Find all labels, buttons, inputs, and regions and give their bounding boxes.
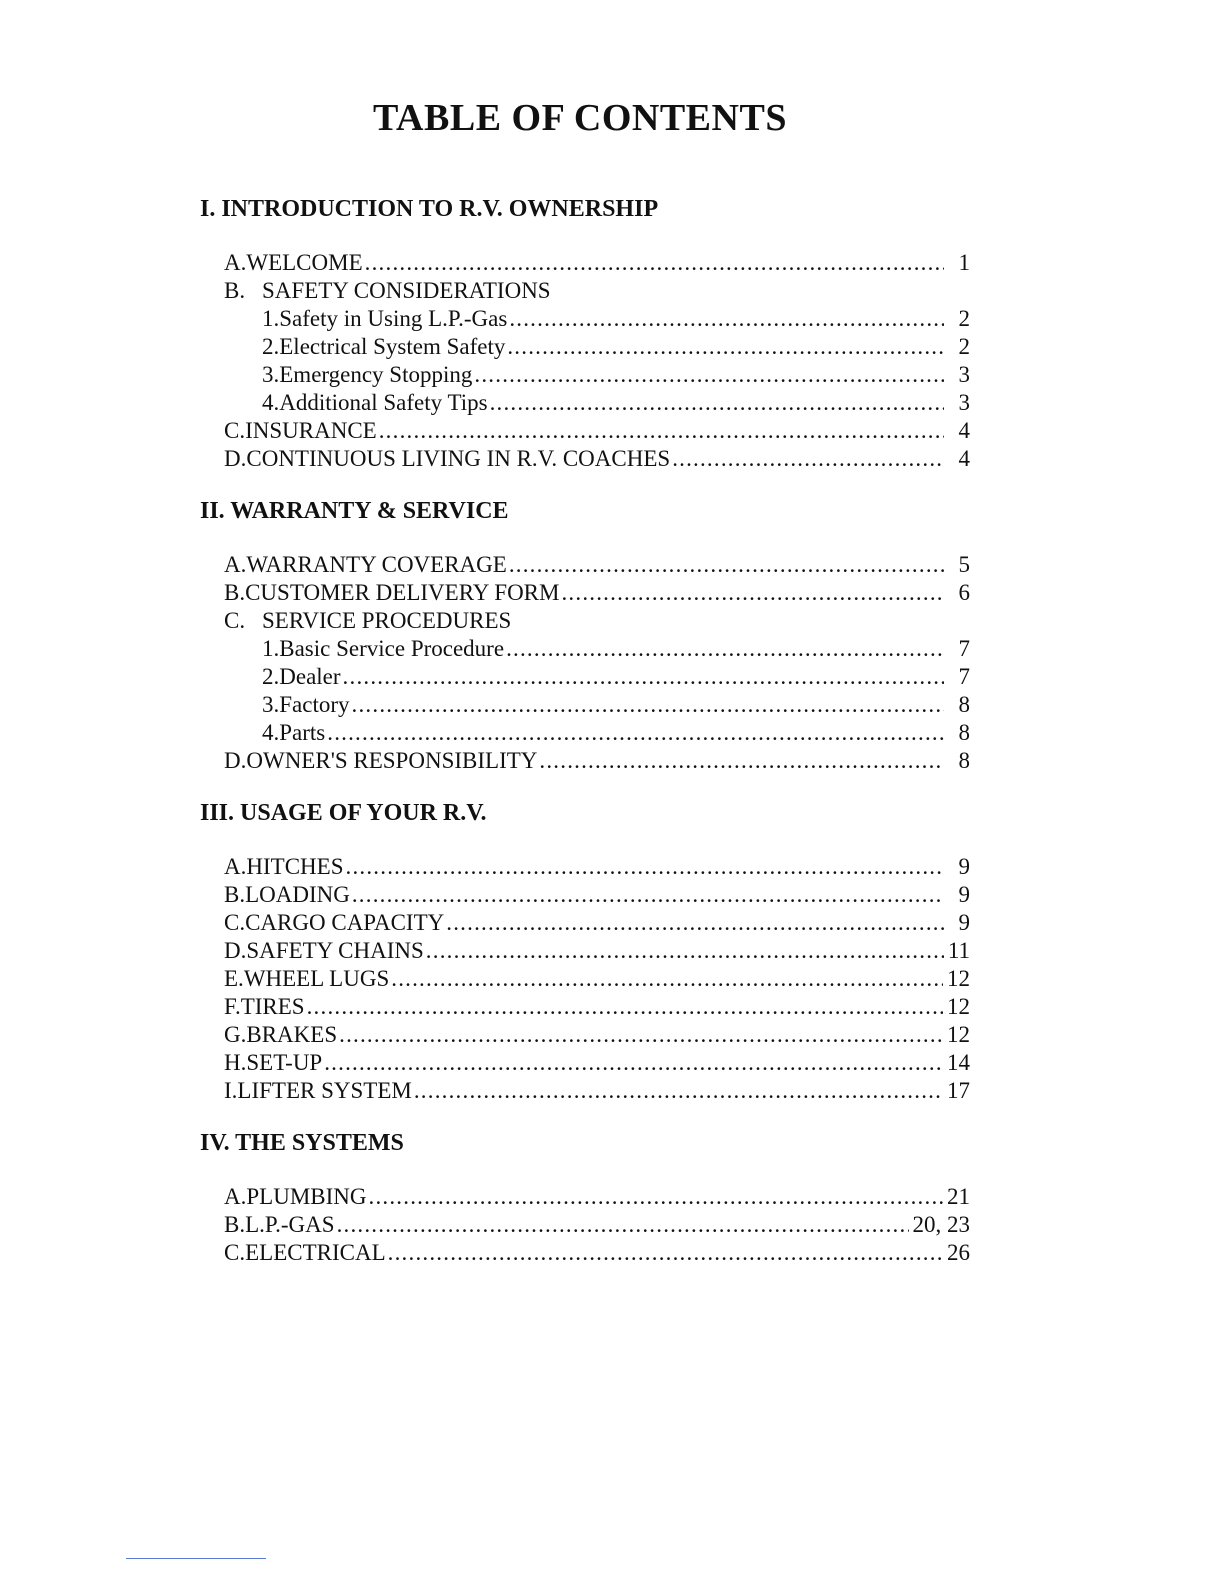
toc-entry-parts[interactable]	[200, 719, 970, 747]
toc-entry-additional-safety-tips[interactable]	[200, 389, 970, 417]
entry-label: ELECTRICAL	[245, 1240, 386, 1265]
dot-leader	[539, 747, 944, 775]
toc-entry-set-up[interactable]	[200, 1049, 970, 1077]
entry-page: 3	[958, 390, 970, 415]
entry-marker: C.	[224, 910, 246, 935]
toc-entry-dealer[interactable]	[200, 663, 970, 691]
entry-label: Factory	[279, 692, 350, 717]
toc-entry-lp-gas-safety[interactable]	[200, 305, 970, 333]
entry-marker: D.	[224, 748, 247, 773]
entry-marker: 1.	[262, 636, 280, 661]
entry-label: SERVICE PROCEDURES	[262, 608, 512, 633]
entry-page: 4	[958, 446, 970, 471]
dot-leader	[509, 551, 944, 579]
entry-marker: C.	[224, 418, 246, 443]
entry-page: 2	[958, 306, 970, 331]
toc-entry-hitches[interactable]	[200, 853, 970, 881]
section-heading: I. INTRODUCTION TO R.V. OWNERSHIP	[200, 196, 659, 222]
entry-page: 1	[958, 250, 970, 275]
toc-entry-cargo-capacity[interactable]	[200, 909, 970, 937]
entry-marker: D.	[224, 446, 247, 471]
entry-marker: 3.	[262, 362, 280, 387]
toc-entry-brakes[interactable]	[200, 1021, 970, 1049]
entry-page: 12	[947, 1022, 970, 1047]
entry-marker: B.	[224, 882, 246, 907]
entry-marker: H.	[224, 1050, 247, 1075]
entry-marker: 1.	[262, 306, 280, 331]
entry-marker: A.	[224, 552, 247, 577]
entry-label: WELCOME	[246, 250, 363, 275]
entry-marker: 2.	[262, 334, 280, 359]
entry-label: CARGO CAPACITY	[245, 910, 445, 935]
entry-label: SAFETY CONSIDERATIONS	[262, 278, 551, 303]
toc-entry-insurance[interactable]	[200, 417, 970, 445]
entry-page: 7	[958, 636, 970, 661]
entry-page: 20, 23	[912, 1212, 970, 1237]
entry-label: Basic Service Procedure	[279, 636, 505, 661]
toc-entry-tires[interactable]	[200, 993, 970, 1021]
entry-marker: E.	[224, 966, 244, 991]
section-usage	[200, 797, 970, 1105]
entry-marker: 4.	[262, 720, 280, 745]
dot-leader	[490, 389, 944, 417]
section-heading: III. USAGE OF YOUR R.V.	[200, 800, 487, 826]
section-heading: II. WARRANTY & SERVICE	[200, 498, 509, 524]
entry-label: OWNER'S RESPONSIBILITY	[246, 748, 538, 773]
toc-entry-safety-chains[interactable]	[200, 937, 970, 965]
entry-label: Additional Safety Tips	[279, 390, 488, 415]
entry-marker: A.	[224, 1184, 247, 1209]
dot-leader	[324, 1049, 943, 1077]
toc-entry-basic-service-procedure[interactable]	[200, 635, 970, 663]
entry-page: 5	[958, 552, 970, 577]
dot-leader	[672, 445, 944, 473]
dot-leader	[414, 1077, 943, 1105]
dot-leader	[507, 333, 944, 361]
toc-entry-customer-delivery-form[interactable]	[200, 579, 970, 607]
section-systems	[200, 1127, 970, 1267]
toc-entry-loading[interactable]	[200, 881, 970, 909]
entry-page: 9	[958, 910, 970, 935]
toc-entry-emergency-stopping[interactable]	[200, 361, 970, 389]
section-introduction	[200, 193, 970, 473]
toc-entry-lp-gas[interactable]	[200, 1211, 970, 1239]
entry-label: LIFTER SYSTEM	[237, 1078, 412, 1103]
entry-page: 21	[947, 1184, 970, 1209]
entry-page: 12	[947, 994, 970, 1019]
entry-marker: 2.	[262, 664, 280, 689]
entry-marker: A.	[224, 250, 247, 275]
toc-entry-electrical-safety[interactable]	[200, 333, 970, 361]
dot-leader	[391, 965, 943, 993]
entry-label: Safety in Using L.P.-Gas	[279, 306, 508, 331]
entry-marker: B.	[224, 580, 246, 605]
entry-page: 14	[947, 1050, 970, 1075]
entry-page: 4	[958, 418, 970, 443]
toc-entry-continuous-living[interactable]	[200, 445, 970, 473]
entry-marker: B.	[224, 1212, 246, 1237]
toc-entry-safety-considerations[interactable]	[200, 277, 970, 305]
entry-label: SET-UP	[246, 1050, 323, 1075]
toc-entry-electrical[interactable]	[200, 1239, 970, 1267]
entry-label: CUSTOMER DELIVERY FORM	[245, 580, 560, 605]
entry-marker: B.	[224, 278, 246, 303]
entry-label: Parts	[279, 720, 326, 745]
entry-marker: I.	[224, 1078, 238, 1103]
toc-entry-plumbing[interactable]	[200, 1183, 970, 1211]
entry-label: HITCHES	[246, 854, 344, 879]
entry-marker: C.	[224, 608, 246, 633]
entry-label: SAFETY CHAINS	[246, 938, 424, 963]
entry-marker: 3.	[262, 692, 280, 717]
entry-label: L.P.-GAS	[245, 1212, 335, 1237]
dot-leader	[352, 881, 944, 909]
entry-page: 17	[947, 1078, 970, 1103]
entry-label: Electrical System Safety	[279, 334, 506, 359]
dot-leader	[474, 361, 944, 389]
entry-page: 26	[947, 1240, 970, 1265]
dot-leader	[346, 853, 945, 881]
entry-label: WARRANTY COVERAGE	[246, 552, 507, 577]
entry-label: Emergency Stopping	[279, 362, 473, 387]
entry-label: Dealer	[279, 664, 341, 689]
entry-page: 7	[958, 664, 970, 689]
page-title: TABLE OF CONTENTS	[373, 97, 787, 139]
dot-leader	[352, 691, 944, 719]
entry-label: CONTINUOUS LIVING IN R.V. COACHES	[246, 446, 671, 471]
entry-label: PLUMBING	[246, 1184, 367, 1209]
section-heading: IV. THE SYSTEMS	[200, 1130, 404, 1156]
entry-page: 8	[958, 692, 970, 717]
table-of-contents	[200, 193, 970, 1289]
dot-leader	[446, 909, 944, 937]
footer-rule	[126, 1558, 266, 1559]
section-warranty-service	[200, 495, 970, 775]
entry-marker: F.	[224, 994, 241, 1019]
entry-label: WHEEL LUGS	[243, 966, 390, 991]
dot-leader	[426, 937, 944, 965]
entry-page: 12	[947, 966, 970, 991]
entry-marker: A.	[224, 854, 247, 879]
entry-marker: C.	[224, 1240, 246, 1265]
dot-leader	[307, 993, 943, 1021]
entry-marker: 4.	[262, 390, 280, 415]
entry-label: TIRES	[240, 994, 305, 1019]
entry-label: BRAKES	[246, 1022, 338, 1047]
toc-entry-factory[interactable]	[200, 691, 970, 719]
dot-leader	[379, 417, 944, 445]
toc-entry-wheel-lugs[interactable]	[200, 965, 970, 993]
toc-entry-welcome[interactable]	[200, 249, 970, 277]
dot-leader	[561, 579, 944, 607]
entry-label: LOADING	[245, 882, 350, 907]
toc-entry-service-procedures[interactable]	[200, 607, 970, 635]
dot-leader	[506, 635, 944, 663]
toc-entry-lifter-system[interactable]	[200, 1077, 970, 1105]
entry-page: 11	[947, 938, 970, 963]
entry-page: 8	[958, 720, 970, 745]
toc-entry-warranty-coverage[interactable]	[200, 551, 970, 579]
entry-page: 9	[958, 854, 970, 879]
dot-leader	[509, 305, 944, 333]
entry-page: 3	[958, 362, 970, 387]
entry-marker: G.	[224, 1022, 247, 1047]
entry-page: 9	[958, 882, 970, 907]
dot-leader	[388, 1239, 943, 1267]
dot-leader	[365, 249, 944, 277]
entry-page: 2	[958, 334, 970, 359]
dot-leader	[369, 1183, 944, 1211]
dot-leader	[337, 1211, 909, 1239]
entry-marker: D.	[224, 938, 247, 963]
entry-page: 8	[958, 748, 970, 773]
entry-page: 6	[958, 580, 970, 605]
dot-leader	[343, 663, 944, 691]
dot-leader	[327, 719, 944, 747]
dot-leader	[339, 1021, 943, 1049]
entry-label: INSURANCE	[245, 418, 377, 443]
toc-entry-owners-responsibility[interactable]	[200, 747, 970, 775]
